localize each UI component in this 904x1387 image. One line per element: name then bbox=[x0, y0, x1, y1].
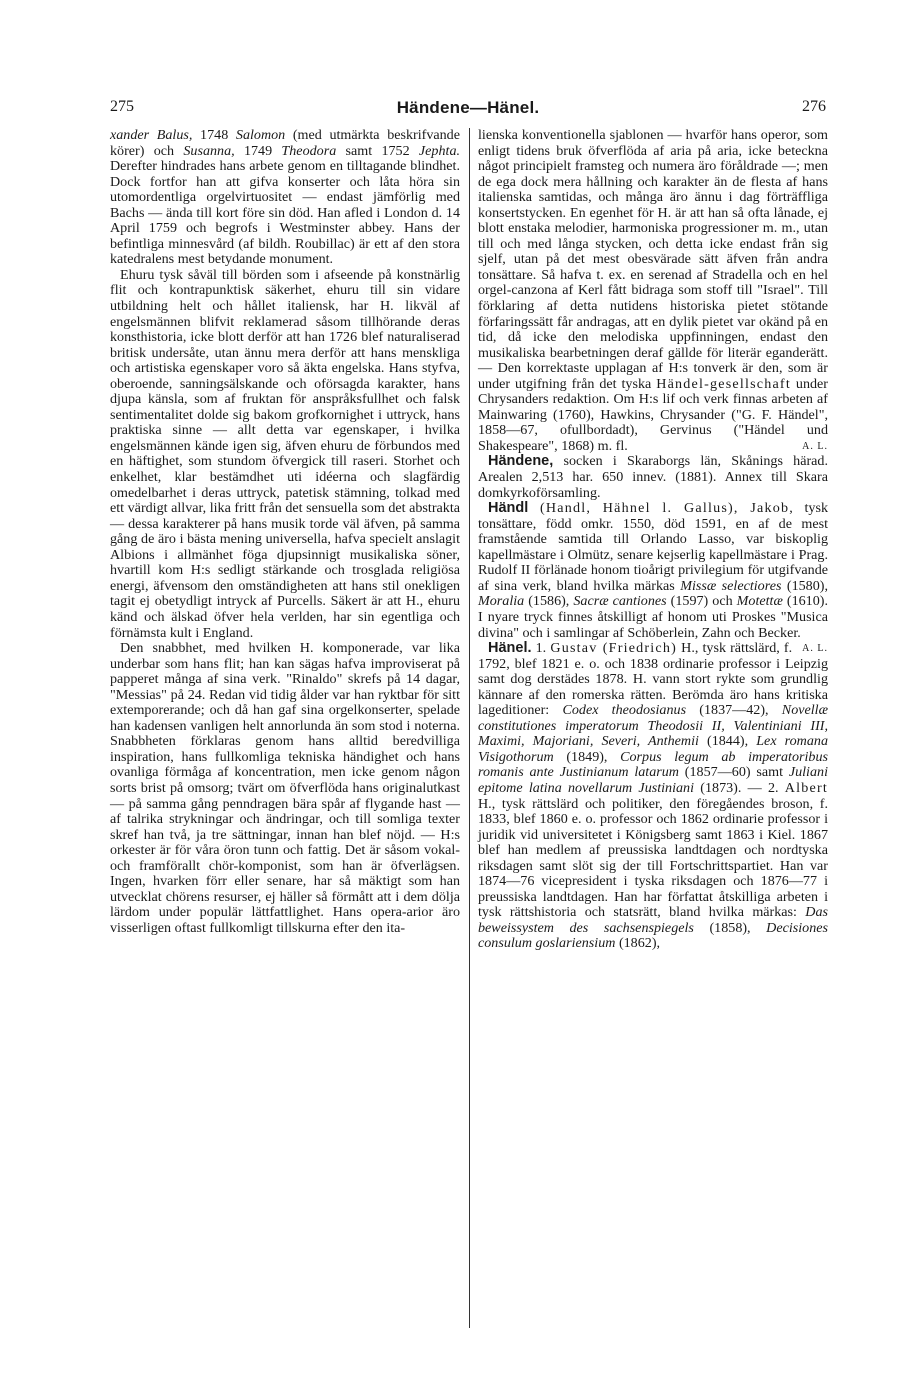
text-run: 1749 bbox=[234, 142, 282, 159]
work-title: Corpus legum ab imperatoribus romanis ante Justinianum latarum bbox=[478, 748, 828, 781]
given-name: Albert bbox=[784, 779, 828, 796]
work-title: Novellæ constitutiones imperatorum Theodosii II, Valentiniani III, Maximi, Majoriani, Severi, Anthemii bbox=[478, 702, 828, 750]
paragraph-operas bbox=[478, 128, 828, 454]
text-run: Derefter hindrades hans arbete genom en tilltagande blindhet. Dock fortfor han att gifva konserter och låta höra sin utomordentliga orgelvirtuositet — endast jämförlig med Bachs — ända till kort före sin död. Han afled i London d. 14 April 1759 och begrofs i Westminster abbey. Hans der befintliga minnesvård (af bildh. Roubillac) är ett af den stora katedralens mest betydande monument. bbox=[110, 158, 460, 268]
work-title: xander Balus, bbox=[110, 127, 193, 143]
right-column bbox=[478, 128, 828, 952]
entry-hanel bbox=[478, 641, 828, 952]
work-title: Sacræ cantiones bbox=[573, 593, 667, 610]
work-title: Theodora bbox=[281, 142, 337, 159]
work-title: Salomon bbox=[235, 127, 286, 143]
text-run: (med utmärkta beskrifvande körer) och bbox=[110, 127, 460, 159]
text-run: (1837—42), bbox=[686, 702, 782, 719]
text-run: (1610). I nyare tryck finnes åtskilligt af honom uti Proskes "Musica divina" och i samlingar af Schöberlein, Zahn och Becker. bbox=[478, 593, 828, 641]
work-title: Missæ selectiores bbox=[680, 577, 782, 594]
text-run: samt 1752 bbox=[336, 142, 419, 159]
society-name: Händel-gesellschaft bbox=[656, 375, 791, 392]
author-signature: A. L. bbox=[802, 440, 828, 452]
text-run: (1858), bbox=[693, 919, 767, 936]
text-run: (1857—60) samt bbox=[678, 764, 789, 781]
given-name: Jakob, bbox=[738, 500, 794, 517]
work-title: Susanna, bbox=[183, 142, 235, 159]
text-run: (1586), bbox=[524, 593, 574, 610]
text-run: 1. bbox=[531, 640, 551, 657]
page-number-right: 276 bbox=[802, 98, 826, 115]
text-run: H., tysk rättslärd, f. 1792, blef 1821 e. o. och 1838 ordinarie professor i Leipzig samt dog derstädes 1878. H. vann stort rykte som grundlig kännare af den romerska rätten. Berömda äro hans kritiska lageditioner: bbox=[478, 640, 828, 719]
paragraph-composition: Den snabbhet, med hvilken H. komponerade, var lika underbar som hans flit; han kan sägas hafva improviserat på papperet många af sina verk. "Rinaldo" skrefs på 14 dagar, "Messias" på 24. Redan vid tidig ålder var han ryktbar för sitt extemporerande; och då han gaf sina orgelkonserter, spelade han kadensen vanligen helt annorlunda än som stod i noterna. Snabbheten förklaras genom hans alltid beredvilliga inspiration, hans fullkomliga tekniska händighet och hans ovanliga förmåga af koncentration, men icke genom någon sorts brist på omsorg; tvärt om öfverflöda hans originalutkast — på samma gång penndragen bära spår af flygande hast — af talrika strykningar och ändringar, och till somliga texter skref han två, ja tre sättningar, innan han blef nöjd. — H:s orkester är för våra öron tunn och fattig. Det är såsom vokal- och framförallt chör-komponist, som han är öfverlägsen. Ingen, hvarken förr eller senare, har så mäktigt som han utvecklat chörens resurser, ej häller så förmått att i dem dölja lärdom under populär lättfattlighet. Hans opera-arior äro visserligen oftast fullkomligt tillskurna efter den ita- bbox=[110, 640, 460, 936]
text-run: 1748 bbox=[192, 127, 236, 143]
left-column bbox=[110, 128, 460, 936]
text-run: (1580), bbox=[781, 577, 828, 594]
text-run: tysk tonsättare, född omkr. 1550, död 1591, en af de mest framstående samtida till Orlando Lasso, var biskoplig kapellmästare i Olmütz, senare kejserlig kapellmästare i Prag. Rudolf II förlänade honom tioårigt privilegium för utgifvande af sina verk, bland hvilka märkas bbox=[478, 500, 828, 594]
work-title: Motettæ bbox=[736, 593, 783, 610]
paragraph-character: Ehuru tysk såväl till börden som i afseende på konstnärlig flit och kontrapunktisk säkerhet, ehuru till sin vidare utbildning helt och hållet italiensk, har H. likväl af engelsmännen blifvit reklamerad såsom tillhörande deras konsthistoria, icke blott derför att han 1726 blef naturaliserad britisk undersåte, utan ännu mera derför att hans menskliga och artistiska egenskaper voro så äkta engelska. Hans styfva, oberoende, sanningsälskande och oförsagda karakter, hans djupa känsla, som af fruktan för anspråksfullhet och falsk sentimentalitet dolde sig bakom grofkornighet i uttryck, hans praktiska sinne — allt detta var egenskaper, i hvilka engelsmännen kände igen sig, äfven ehuru de förbundos med en häftighet, som stundom öfvergick till raseri. Storhet och enkelhet, klar bestämdhet uti idéerna och slagfärdig omedelbarhet i deras uttryck, patetisk stämning, tolkad med ett värdigt allvar, lika fritt från det sensuella som det abstrakta — dessa karakterer på hans musik torde väl äfven, på samma gång de äro i bästa mening universella, hafva specielt anslagit Albions i allmänhet föga djupsinnigt musikaliska söner, hvartill kom H:s sedligt stärkande och trosglada religiösa energi, äfvensom den omständigheten att hans stil onekligen tagit ej obetydligt intryck af Purcells. Säkert är att H., ehuru känd och älskad öfver hela verlden, har sin egentliga och förnämsta kult i England. bbox=[110, 266, 460, 641]
text-run: socken i Skaraborgs län, Skånings härad. Arealen 2,513 har. 650 innev. (1881). Annex till Skara domkyrkoförsamling. bbox=[478, 453, 828, 501]
given-name: Gustav (Friedrich) bbox=[550, 640, 678, 657]
work-title: Jephta. bbox=[418, 142, 461, 159]
text-run: H., tysk rättslärd och politiker, den föregåendes broson, f. 1833, blef 1860 e. o. professor och 1862 ordinarie professor i juridik vid universitetet i Königsberg samt 1863 i Kiel. 1867 blef han medlem af preussiska landtdagen och nordtyska riksdagen samt slöt sig der till Fortschrittspartiet. Han var 1874—76 vicepresident i tyska riksdagen och 1876—77 i preussiska landtdagen. Han har författat åtskilliga arbeten i tysk rättshistoria och statsrätt, bland hvilka märkas: bbox=[478, 795, 828, 921]
text-run: (1862), bbox=[615, 935, 661, 952]
column-divider bbox=[469, 128, 470, 1328]
headword: Händene, bbox=[488, 453, 554, 470]
work-title: Decisiones consulum goslariensium bbox=[478, 919, 828, 952]
text-run: (1844), bbox=[698, 733, 757, 750]
running-head: Händene—Hänel. bbox=[396, 98, 540, 117]
text-run: under Chrysanders redaktion. Om H:s lif och verk finnas arbeten af Mainwaring (1760), Hawkins, Chrysander ("G. F. Händel", 1858—67, ofullbordadt), Gervinus ("Händel und Shakespeare", 1868) m. fl. bbox=[478, 375, 828, 454]
work-title: Codex theodosianus bbox=[562, 702, 687, 719]
work-title: Lex romana Visigothorum bbox=[478, 733, 828, 765]
page-number-left: 275 bbox=[110, 98, 134, 115]
headword: Händl bbox=[488, 500, 529, 517]
text-run: lienska konventionella sjablonen — hvarför hans operor, som enligt tidens bruk öfverflöda af aria på aria, icke beteckna något principielt framsteg och numera äro föråldrade —; men de ega dock mera hållning och karakter än de flesta af hans italienska samtidas, och många äro ännu i dag förträffliga konsertstycken. En egenhet för H. är att han så ofta lånade, ej blott enstaka melodier, harmoniska progressioner m. m., utan till och med långa stycken, och detta icke endast från sig sjelf, utan på det mest obesvärade sätt äfven från andra tonsättare. Så hafva t. ex. en serenad af Stradella och en hel orgel-canzona af Kerl fått bidraga som stoff till "Israel". Till förklaring af detta nutidens historiska pietet stötande förfaringssätt får andragas, att en dylik pietet var okänd på en tid, då icke den melodiska uppfinningen, endast den musikaliska bearbetningen deraf gällde för literär eganderätt. — Den korrektaste upplagan af H:s tonverk är den, som är under utgifning från det tyska bbox=[478, 127, 828, 392]
text-run: (1849), bbox=[553, 748, 621, 765]
headword: Hänel. bbox=[488, 640, 532, 657]
paragraph-continuation bbox=[110, 128, 460, 268]
author-signature: A. L. bbox=[802, 643, 828, 655]
page-header bbox=[110, 98, 826, 120]
work-title: Moralia bbox=[478, 593, 525, 610]
entry-handene bbox=[478, 454, 828, 501]
name-variants: (Handl, Hähnel l. Gallus), bbox=[528, 500, 739, 517]
text-run: (1597) och bbox=[666, 593, 737, 610]
work-title: Das beweissystem des sachsenspiegels bbox=[478, 904, 828, 936]
text-run: (1873). — 2. bbox=[694, 779, 785, 796]
work-title: Juliani epitome latina novellarum Justiniani bbox=[478, 764, 828, 796]
